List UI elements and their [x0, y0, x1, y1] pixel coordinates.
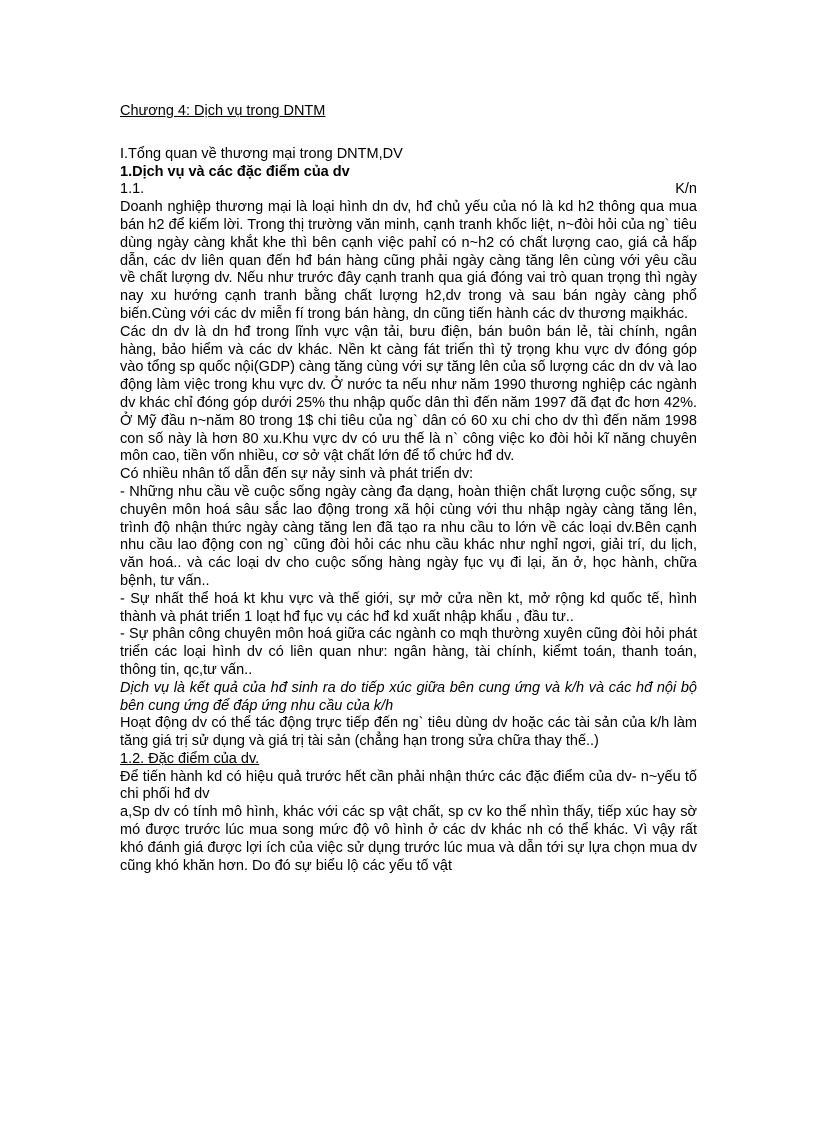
subsection-heading: 1.Dịch vụ và các đặc điểm của dv: [120, 163, 350, 180]
paragraph-9: Để tiến hành kd có hiệu quả trước hết cần phải nhận thức các đặc điểm của dv- n~yếu tố chi phối hđ dv: [120, 768, 697, 803]
paragraph-10: a,Sp dv có tính mô hình, khác với các sp vật chất, sp cv ko thể nhìn thấy, tiếp xúc hay sờ mó được trước lúc mua song mức độ vô hình ở các dv khác nh có thể khác. Vì vậy rất khó đánh giá được lợi ích của việc sử dụng trước lúc mua và dẫn tới sự lựa chọn mua dv cũng khó khăn hơn. Do đó sự biểu lộ các yếu tố vật: [120, 804, 697, 874]
paragraph-1: Doanh nghiệp thương mại là loại hình dn dv, hđ chủ yếu của nó là kd h2 thông qua mua bán h2 để kiếm lời. Trong thị trường văn minh, cạnh tranh khốc liệt, n~đòi hỏi của ng` tiêu dùng ngày càng khắt khe thì bên cạnh việc pahỉ có n~h2 có chất lượng cao, giá cả hấp dẫn, các dv liên quan đến hđ bán hàng cũng phải ngày càng tăng lên cùng với yêu cầu về chất lượng dv. Nếu như trước đây cạnh tranh qua giá đóng vai trò quan trọng thì ngày nay xu hướng cạnh tranh bằng chất lượng h2,dv trong và sau bán ngày càng phổ biến.Cùng với các dv miễn fí trong bán hàng, dn cũng tiến hành các dv thương mạikhác.: [120, 199, 697, 322]
paragraph-4: - Những nhu cầu về cuộc sống ngày càng đa dạng, hoàn thiện chất lượng cuộc sống, sự chuyên môn hoá sâu sắc lao động trong xã hội cùng với thu nhập ngày càng tăng lên, trình độ nhận thức ngày càng tăng len đã tạo ra nhu cầu to lớn về các loại dv.Bên cạnh nhu cầu lao động con ng` cũng đòi hỏi các nhu cầu khác như nghỉ ngơi, giải trí, du lịch, văn hoá.. và các loại dv cho cuộc sống hàng ngày fục vụ đi lại, ăn ở, học hành, chữa bệnh, tư vấn..: [120, 483, 697, 589]
subsection-number: 1.1.: [120, 181, 145, 198]
document-page: [120, 103, 697, 875]
paragraph-5: - Sự nhất thể hoá kt khu vực và thế giới, sự mở cửa nền kt, mở rộng kd quốc tế, hình thành và phát triển 1 loạt hđ fục vụ các hđ kd xuất nhập khẩu , đầu tư..: [120, 590, 697, 625]
chapter-title: Chương 4: Dịch vụ trong DNTM: [120, 103, 326, 119]
paragraph-2: Các dn dv là dn hđ trong lĩnh vực vận tải, bưu điện, bán buôn bán lẻ, tài chính, ngân hàng, bảo hiểm và các dv khác. Nền kt càng fát triển thì tỷ trọng khu vực dv đóng góp vào tổng sp quốc nội(GDP) càng tăng cùng với sự tăng lên của số lượng các dn dv và lao động làm việc trong khu vực dv. Ở nước ta nếu như năm 1990 thương nghiệp các ngành dv khác chỉ đóng góp dưới 25% thu nhập quốc dân thì đến năm 1997 đã đạt đc hơn 42%. Ở Mỹ đầu n~năm 80 trong 1$ chi tiêu của ng` dân có 60 xu chi cho dv thì đến năm 1998 con số này là hơn 80 xu.Khu vực dv có ưu thế là n` công việc ko đòi hỏi kĩ năng chuyên môn cao, tiền vốn nhiều, cơ sở vật chất lớn để tổ chức hđ dv.: [120, 323, 697, 465]
paragraph-6: - Sự phân công chuyên môn hoá giữa các ngành co mqh thường xuyên cũng đòi hỏi phát triển các loại hình dv có liên quan như: ngân hàng, tài chính, kiểmt toán, thanh toán, thông tin, qc,tư vấn..: [120, 626, 697, 678]
paragraph-8: Hoạt động dv có thể tác động trực tiếp đến ng` tiêu dùng dv hoặc các tài sản của k/h làm tăng giá trị sử dụng và giá trị tài sản (chẳng hạn trong sửa chữa thay thế..): [120, 715, 697, 750]
subsection-1-2: 1.2. Đặc điểm của dv.: [120, 750, 260, 767]
paragraph-3: Có nhiều nhân tố dẫn đến sự nảy sinh và phát triển dv:: [120, 466, 474, 483]
subsection-1-1: [120, 181, 697, 199]
subsection-label: K/n: [675, 181, 697, 198]
definition-paragraph: Dịch vụ là kết quả của hđ sinh ra do tiếp xúc giữa bên cung ứng và k/h và các hđ nội bộ bên cung ứng để đáp ứng nhu cầu của k/h: [120, 679, 697, 714]
section-heading: I.Tổng quan về thương mại trong DNTM,DV: [120, 145, 403, 162]
